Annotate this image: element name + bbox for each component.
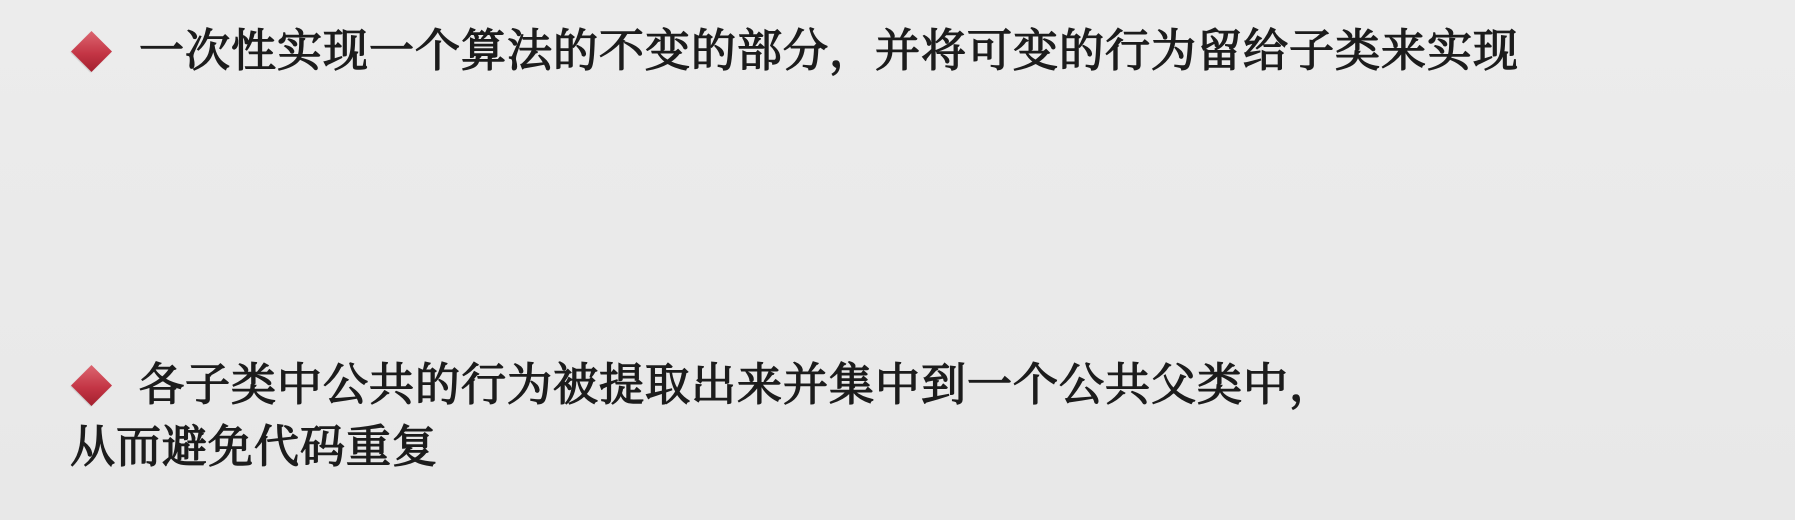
bullet-text: 一次性实现一个算法的不变的部分，并将可变的行为留给子类来实现: [139, 24, 1520, 77]
bullet-text: 各子类中公共的行为被提取出来并集中到一个公共父类中，: [139, 358, 1336, 411]
bullet-item: [70, 16, 1770, 86]
diamond-bullet-icon: [71, 364, 112, 405]
bullet-item: [70, 350, 1770, 482]
bullet-text-continuation: 从而避免代码重复: [70, 420, 439, 473]
bullet-line: [70, 350, 1770, 420]
diamond-bullet-icon: [71, 30, 112, 71]
bullet-line: [70, 16, 1770, 86]
